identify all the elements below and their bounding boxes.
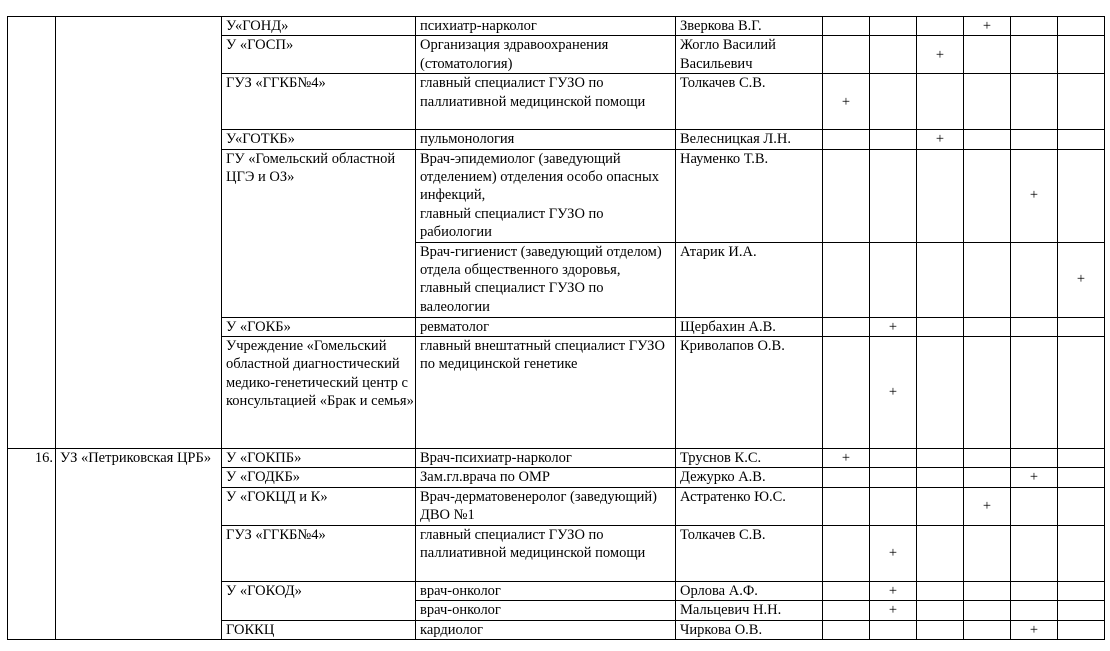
- doctor-name-cell: Науменко Т.В.: [676, 149, 823, 242]
- mark-cell: [1058, 581, 1105, 600]
- mark-cell: [823, 36, 870, 74]
- row-number-cell: 16.: [8, 449, 56, 640]
- mark-cell: [917, 317, 964, 336]
- mark-cell: [1058, 74, 1105, 130]
- mark-cell: [870, 620, 917, 639]
- org-cell: У «ГОКЦД и К»: [222, 487, 416, 525]
- mark-cell: [917, 242, 964, 317]
- doctor-name-cell: Толкачев С.В.: [676, 525, 823, 581]
- mark-cell: [1058, 487, 1105, 525]
- specialty-cell: Организация здравоохранения (стоматология): [416, 36, 676, 74]
- mark-cell: [964, 601, 1011, 620]
- mark-cell: [964, 36, 1011, 74]
- mark-cell: [870, 149, 917, 242]
- mark-cell: [823, 620, 870, 639]
- mark-cell: [964, 74, 1011, 130]
- mark-cell: [917, 581, 964, 600]
- doctor-name-cell: Велесницкая Л.Н.: [676, 130, 823, 149]
- org-cell: ГУЗ «ГГКБ№4»: [222, 74, 416, 130]
- mark-cell: +: [823, 449, 870, 468]
- specialty-cell: главный специалист ГУЗО по паллиативной медицинской помощи: [416, 74, 676, 130]
- mark-cell: [964, 130, 1011, 149]
- doctor-name-cell: Орлова А.Ф.: [676, 581, 823, 600]
- mark-cell: [823, 17, 870, 36]
- org-cell: У «ГОСП»: [222, 36, 416, 74]
- district-cell: УЗ «Петриковская ЦРБ»: [56, 449, 222, 640]
- specialty-cell: Врач-гигиенист (заведующий отделом) отдела общественного здоровья, главный специалист ГУЗО по валеологии: [416, 242, 676, 317]
- mark-cell: [1058, 36, 1105, 74]
- mark-cell: [823, 601, 870, 620]
- org-cell: ГУЗ «ГГКБ№4»: [222, 525, 416, 581]
- mark-cell: [917, 620, 964, 639]
- doctor-name-cell: Криволапов О.В.: [676, 337, 823, 449]
- doctor-name-cell: Зверкова В.Г.: [676, 17, 823, 36]
- specialty-cell: ревматолог: [416, 317, 676, 336]
- mark-cell: [964, 149, 1011, 242]
- mark-cell: [1058, 468, 1105, 487]
- mark-cell: [964, 449, 1011, 468]
- mark-cell: [823, 468, 870, 487]
- org-cell: У«ГОТКБ»: [222, 130, 416, 149]
- mark-cell: [917, 17, 964, 36]
- mark-cell: [964, 525, 1011, 581]
- mark-cell: [823, 317, 870, 336]
- specialty-cell: Врач-психиатр-нарколог: [416, 449, 676, 468]
- district-cell: [56, 17, 222, 449]
- mark-cell: [1011, 581, 1058, 600]
- specialty-cell: врач-онколог: [416, 581, 676, 600]
- mark-cell: [823, 581, 870, 600]
- mark-cell: [870, 487, 917, 525]
- doctor-name-cell: Чиркова О.В.: [676, 620, 823, 639]
- mark-cell: [964, 468, 1011, 487]
- mark-cell: [1011, 74, 1058, 130]
- mark-cell: [870, 74, 917, 130]
- mark-cell: [823, 130, 870, 149]
- mark-cell: [964, 317, 1011, 336]
- mark-cell: [917, 337, 964, 449]
- mark-cell: [1058, 317, 1105, 336]
- mark-cell: [964, 242, 1011, 317]
- mark-cell: [1058, 149, 1105, 242]
- mark-cell: +: [917, 130, 964, 149]
- doctor-name-cell: Щербахин А.В.: [676, 317, 823, 336]
- mark-cell: [1011, 525, 1058, 581]
- mark-cell: [1058, 337, 1105, 449]
- mark-cell: [1011, 242, 1058, 317]
- org-cell: У«ГОНД»: [222, 17, 416, 36]
- mark-cell: +: [870, 601, 917, 620]
- mark-cell: [823, 487, 870, 525]
- mark-cell: [917, 525, 964, 581]
- mark-cell: [870, 130, 917, 149]
- mark-cell: +: [917, 36, 964, 74]
- mark-cell: +: [870, 337, 917, 449]
- mark-cell: [823, 242, 870, 317]
- mark-cell: [823, 525, 870, 581]
- mark-cell: [1058, 17, 1105, 36]
- mark-cell: [870, 36, 917, 74]
- org-cell: ГУ «Гомельский областной ЦГЭ и ОЗ»: [222, 149, 416, 317]
- org-cell: Учреждение «Гомельский областной диагностический медико-генетический центр с консультацией «Брак и семья»: [222, 337, 416, 449]
- mark-cell: +: [1011, 468, 1058, 487]
- org-cell: У «ГОДКБ»: [222, 468, 416, 487]
- mark-cell: +: [870, 581, 917, 600]
- doctor-name-cell: Толкачев С.В.: [676, 74, 823, 130]
- mark-cell: [917, 74, 964, 130]
- mark-cell: +: [870, 317, 917, 336]
- mark-cell: [1011, 130, 1058, 149]
- mark-cell: [823, 149, 870, 242]
- mark-cell: [870, 468, 917, 487]
- org-cell: У «ГОКПБ»: [222, 449, 416, 468]
- org-cell: ГОККЦ: [222, 620, 416, 639]
- mark-cell: [917, 149, 964, 242]
- mark-cell: [917, 487, 964, 525]
- mark-cell: +: [870, 525, 917, 581]
- mark-cell: [870, 242, 917, 317]
- mark-cell: [917, 601, 964, 620]
- mark-cell: [870, 17, 917, 36]
- specialty-cell: врач-онколог: [416, 601, 676, 620]
- doctor-name-cell: Астратенко Ю.С.: [676, 487, 823, 525]
- mark-cell: [1011, 337, 1058, 449]
- mark-cell: [917, 468, 964, 487]
- table-row: [8, 17, 1105, 36]
- mark-cell: [1058, 601, 1105, 620]
- doctor-name-cell: Мальцевич Н.Н.: [676, 601, 823, 620]
- doctor-name-cell: Дежурко А.В.: [676, 468, 823, 487]
- mark-cell: +: [964, 487, 1011, 525]
- specialty-cell: главный специалист ГУЗО по паллиативной медицинской помощи: [416, 525, 676, 581]
- mark-cell: [1058, 130, 1105, 149]
- mark-cell: +: [1011, 149, 1058, 242]
- mark-cell: [1011, 601, 1058, 620]
- mark-cell: [964, 337, 1011, 449]
- mark-cell: +: [1011, 620, 1058, 639]
- specialty-cell: Врач-дерматовенеролог (заведующий) ДВО №1: [416, 487, 676, 525]
- doctor-name-cell: Атарик И.А.: [676, 242, 823, 317]
- row-number-cell: [8, 17, 56, 449]
- specialty-cell: Зам.гл.врача по ОМР: [416, 468, 676, 487]
- table-row: [8, 449, 1105, 468]
- mark-cell: [1011, 317, 1058, 336]
- mark-cell: [964, 581, 1011, 600]
- mark-cell: [1011, 449, 1058, 468]
- mark-cell: [823, 337, 870, 449]
- specialty-cell: кардиолог: [416, 620, 676, 639]
- mark-cell: [1058, 620, 1105, 639]
- org-cell: У «ГОКБ»: [222, 317, 416, 336]
- org-cell: У «ГОКОД»: [222, 581, 416, 620]
- mark-cell: +: [1058, 242, 1105, 317]
- specialty-cell: главный внештатный специалист ГУЗО по медицинской генетике: [416, 337, 676, 449]
- mark-cell: [1011, 36, 1058, 74]
- specialty-cell: пульмонология: [416, 130, 676, 149]
- doctor-name-cell: Труснов К.С.: [676, 449, 823, 468]
- specialty-cell: психиатр-нарколог: [416, 17, 676, 36]
- mark-cell: +: [964, 17, 1011, 36]
- mark-cell: [1011, 17, 1058, 36]
- schedule-table: [7, 16, 1105, 640]
- doctor-name-cell: Жогло Василий Васильевич: [676, 36, 823, 74]
- mark-cell: +: [823, 74, 870, 130]
- mark-cell: [1058, 449, 1105, 468]
- mark-cell: [1058, 525, 1105, 581]
- specialty-cell: Врач-эпидемиолог (заведующий отделением) отделения особо опасных инфекций, главный специалист ГУЗО по рабиологии: [416, 149, 676, 242]
- mark-cell: [870, 449, 917, 468]
- mark-cell: [1011, 487, 1058, 525]
- mark-cell: [964, 620, 1011, 639]
- mark-cell: [917, 449, 964, 468]
